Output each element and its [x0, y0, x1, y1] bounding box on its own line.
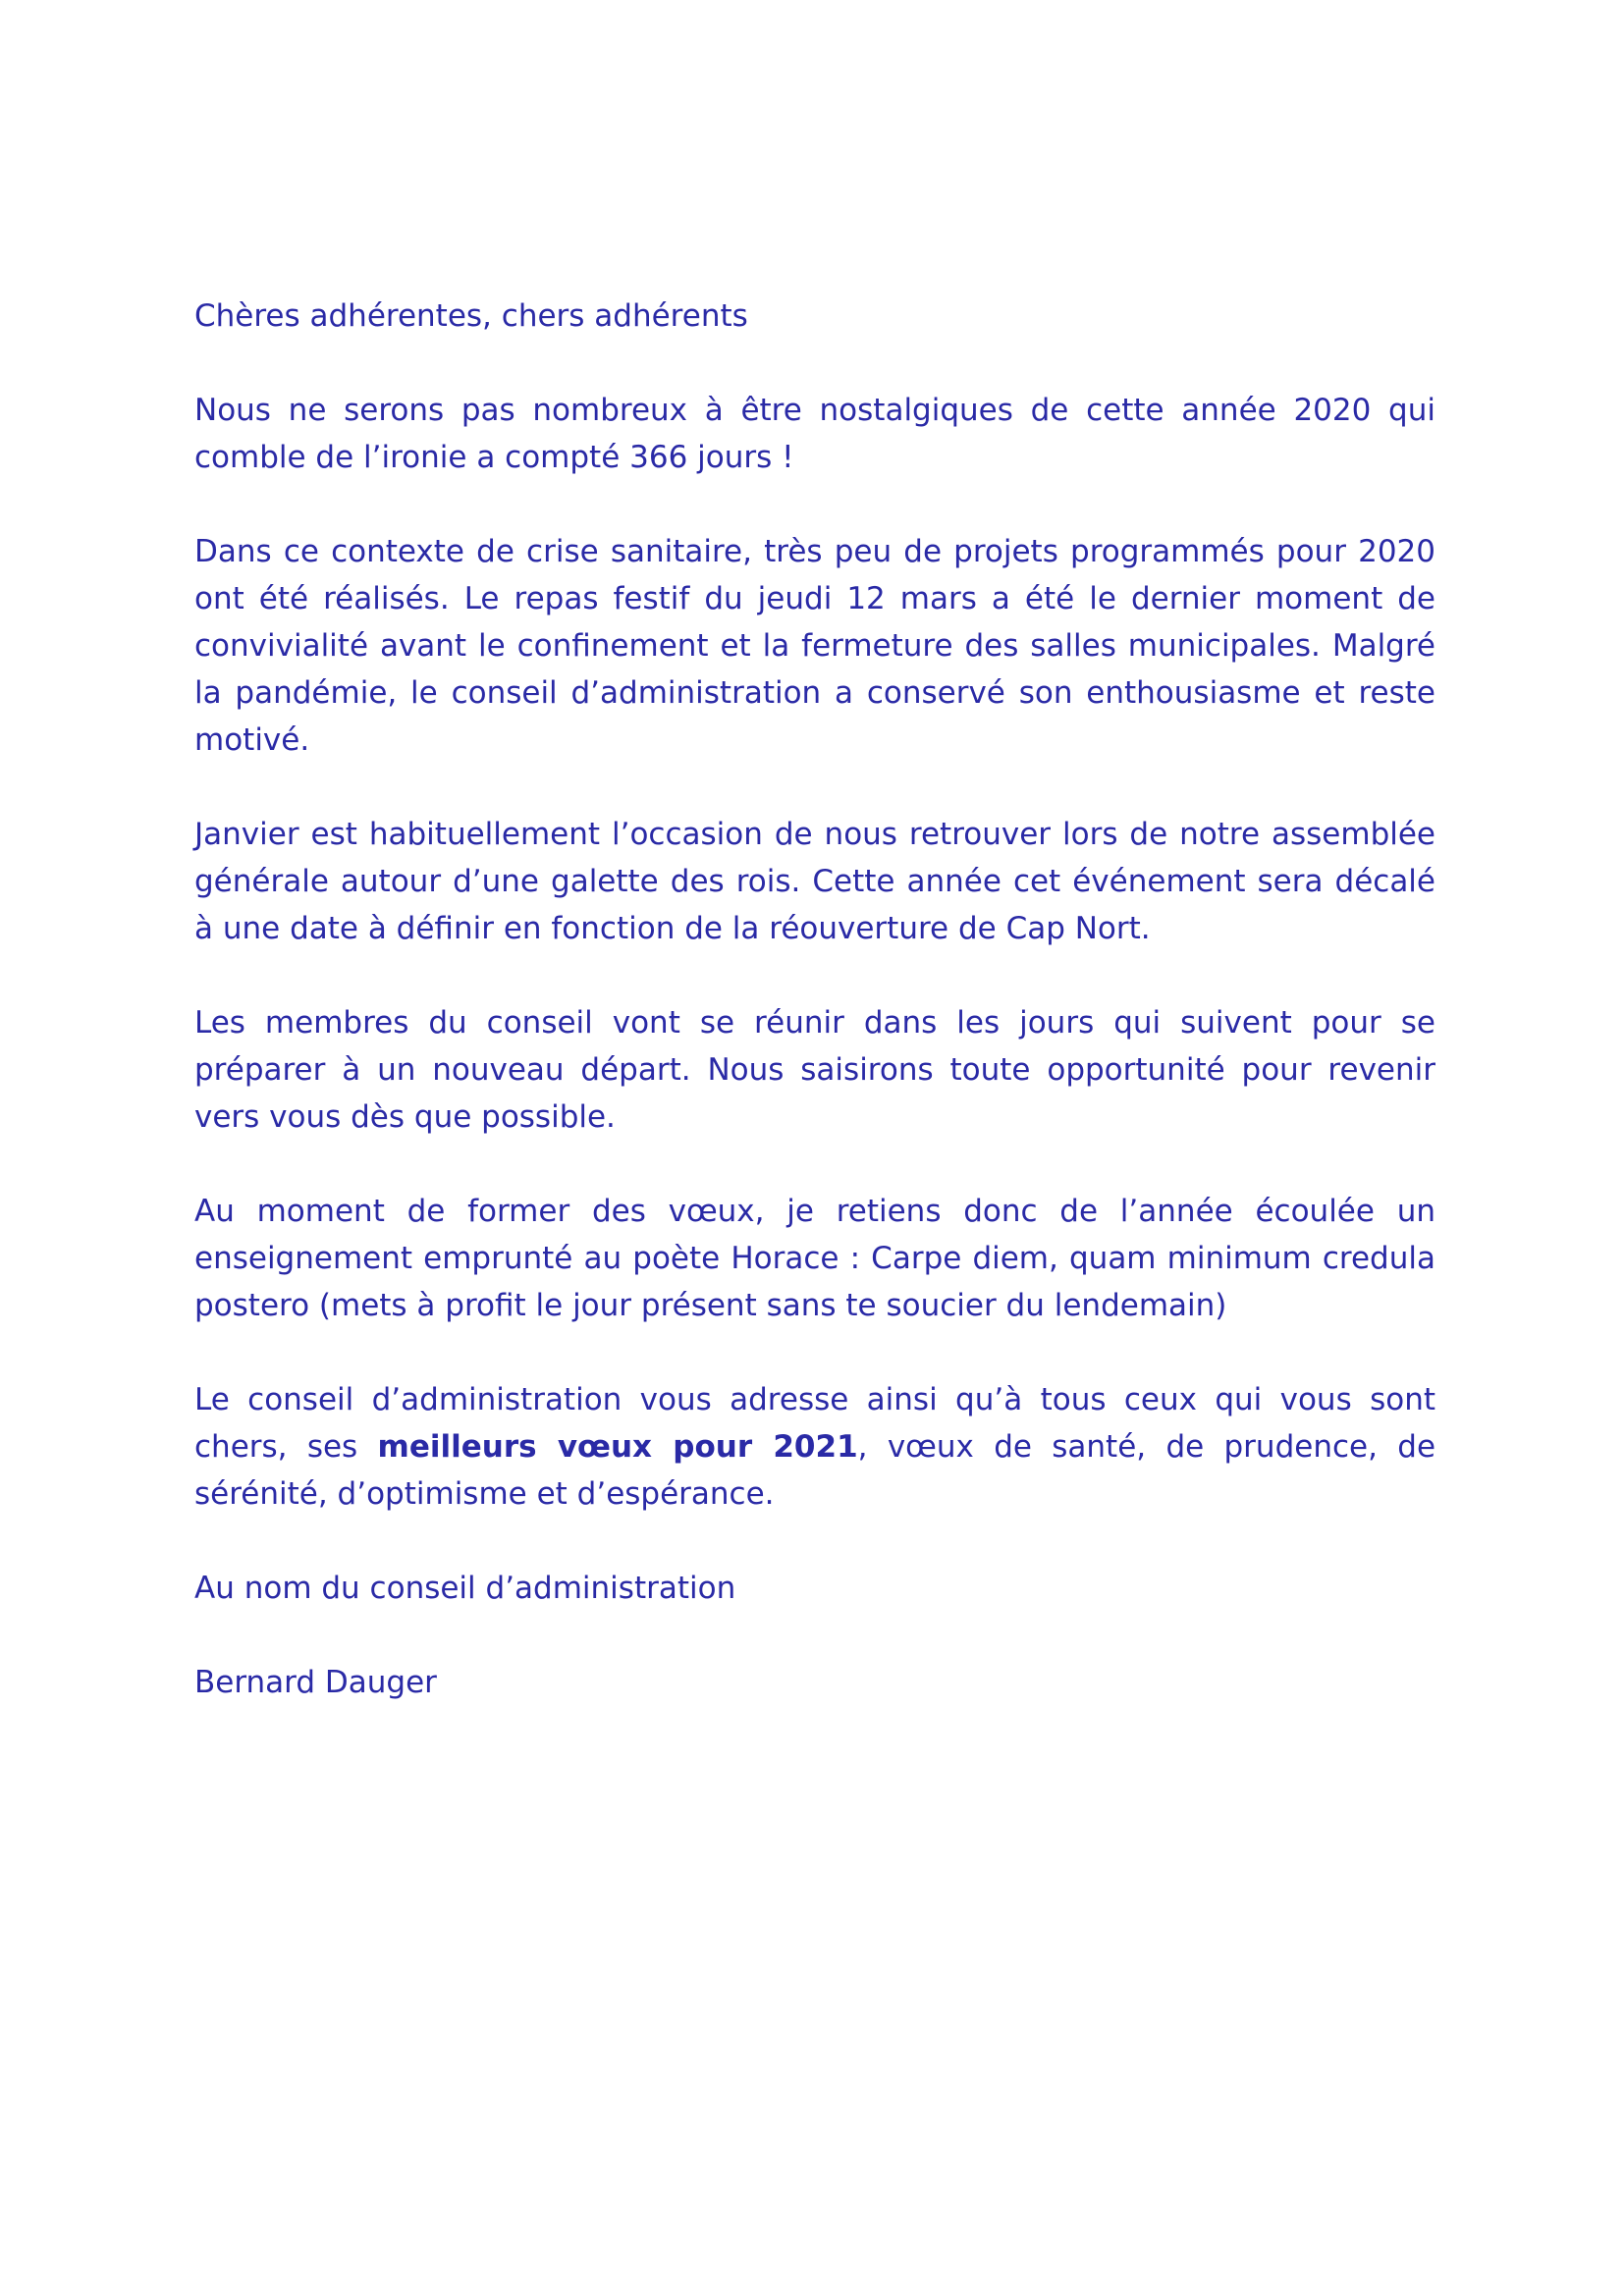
- wishes-bold-text: meilleurs vœux pour 2021: [377, 1429, 858, 1465]
- paragraph-january: Janvier est habituellement l’occasion de nous retrouver lors de notre assemblée générale autour d’une galette des rois. Cette année cet événement sera décalé à une date à définir en fonction de la réouverture de Cap Nort.: [194, 817, 1435, 946]
- letter-body: [194, 293, 1435, 1753]
- paragraph-horace: Au moment de former des vœux, je retiens donc de l’année écoulée un enseignement emprunté au poète Horace : Carpe diem, quam minimum credula postero (mets à profit le jour présent sans te soucier du lendemain): [194, 1194, 1435, 1323]
- closing-line: Au nom du conseil d’administration: [194, 1571, 736, 1606]
- paragraph-council: Les membres du conseil vont se réunir dans les jours qui suivent pour se préparer à un nouveau départ. Nous saisirons toute opportunité pour revenir vers vous dès que possible.: [194, 1005, 1435, 1135]
- signature: Bernard Dauger: [194, 1665, 437, 1700]
- paragraph-wishes: [194, 1376, 1435, 1518]
- greeting: Chères adhérentes, chers adhérents: [194, 298, 748, 334]
- paragraph-intro: Nous ne serons pas nombreux à être nostalgiques de cette année 2020 qui comble de l’ironie a compté 366 jours !: [194, 393, 1435, 475]
- wishes-text-end: , vœux de santé, de prudence, de sérénité, d’optimisme et d’espérance.: [194, 1429, 1436, 1512]
- wishes-text-start: Le conseil d’administration vous adresse ainsi qu’à tous ceux qui vous sont chers, ses: [194, 1382, 1435, 1465]
- paragraph-context: Dans ce contexte de crise sanitaire, très peu de projets programmés pour 2020 ont été réalisés. Le repas festif du jeudi 12 mars a été le dernier moment de convivialité avant le confinement et la fermeture des salles municipales. Malgré la pandémie, le conseil d’administration a conservé son enthousiasme et reste motivé.: [194, 534, 1435, 758]
